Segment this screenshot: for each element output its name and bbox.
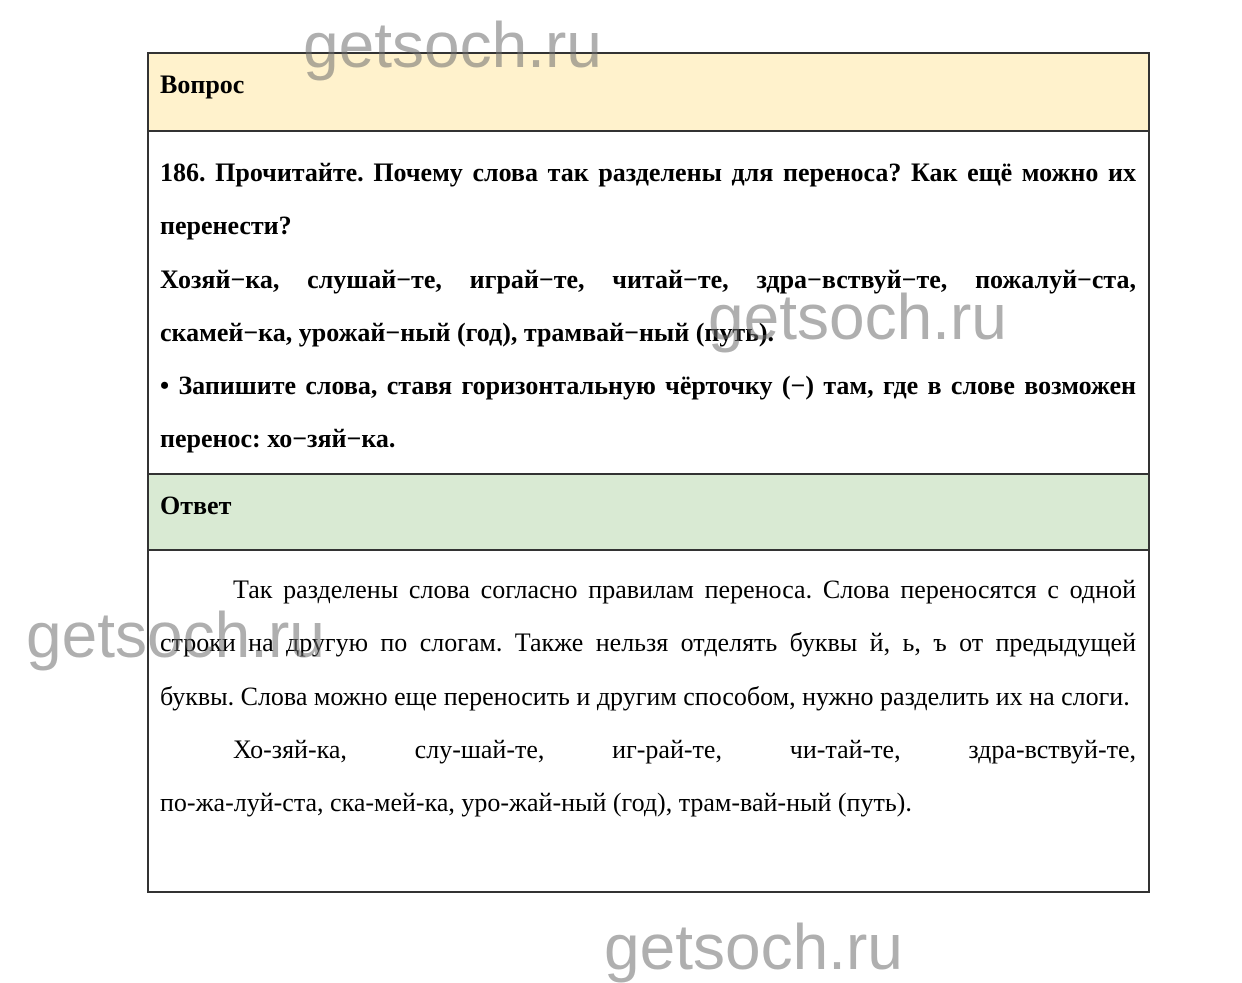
qa-table [147, 52, 1150, 893]
watermark: getsoch.ru [303, 9, 602, 81]
answer-words-line-2: по-жа-луй-ста, ска-мей-ка, уро-жай-ный (год), трам-вай-ный (путь). [160, 788, 912, 818]
answer-body [149, 549, 1148, 891]
watermark: getsoch.ru [708, 281, 1007, 353]
question-header [149, 54, 1148, 130]
question-text: 186. Прочитайте. Почему слова так разделены для переноса? Как ещё можно их перенести? [160, 158, 1136, 241]
question-words: Хозяй−ка, слушай−те, играй−те, читай−те, здра−вствуй−те, пожалуй−ста, скамей−ка, урожай−ный (год), трамвай−ный (путь). [160, 264, 1136, 347]
answer-header-label: Ответ [160, 491, 232, 520]
answer-header [149, 473, 1148, 549]
question-header-label: Вопрос [160, 70, 245, 99]
answer-words-line-1: Хо-зяй-ка, слу-шай-те, иг-рай-те, чи-тай-те, здра-вствуй-те, [233, 734, 1136, 764]
watermark: getsoch.ru [26, 599, 325, 671]
question-body [149, 130, 1148, 473]
question-task: • Запишите слова, ставя горизонтальную чёрточку (−) там, где в слове возможен перенос: хо−зяй−ка. [160, 371, 1136, 454]
answer-explanation: Так разделены слова согласно правилам переноса. Слова переносятся с одной строки на другую по слогам. Также нельзя отделять буквы й, ь, ъ от предыдущей буквы. Слова можно еще переносить и другим способом, нужно разделить их на слоги. [160, 575, 1136, 711]
watermark: getsoch.ru [604, 911, 903, 983]
